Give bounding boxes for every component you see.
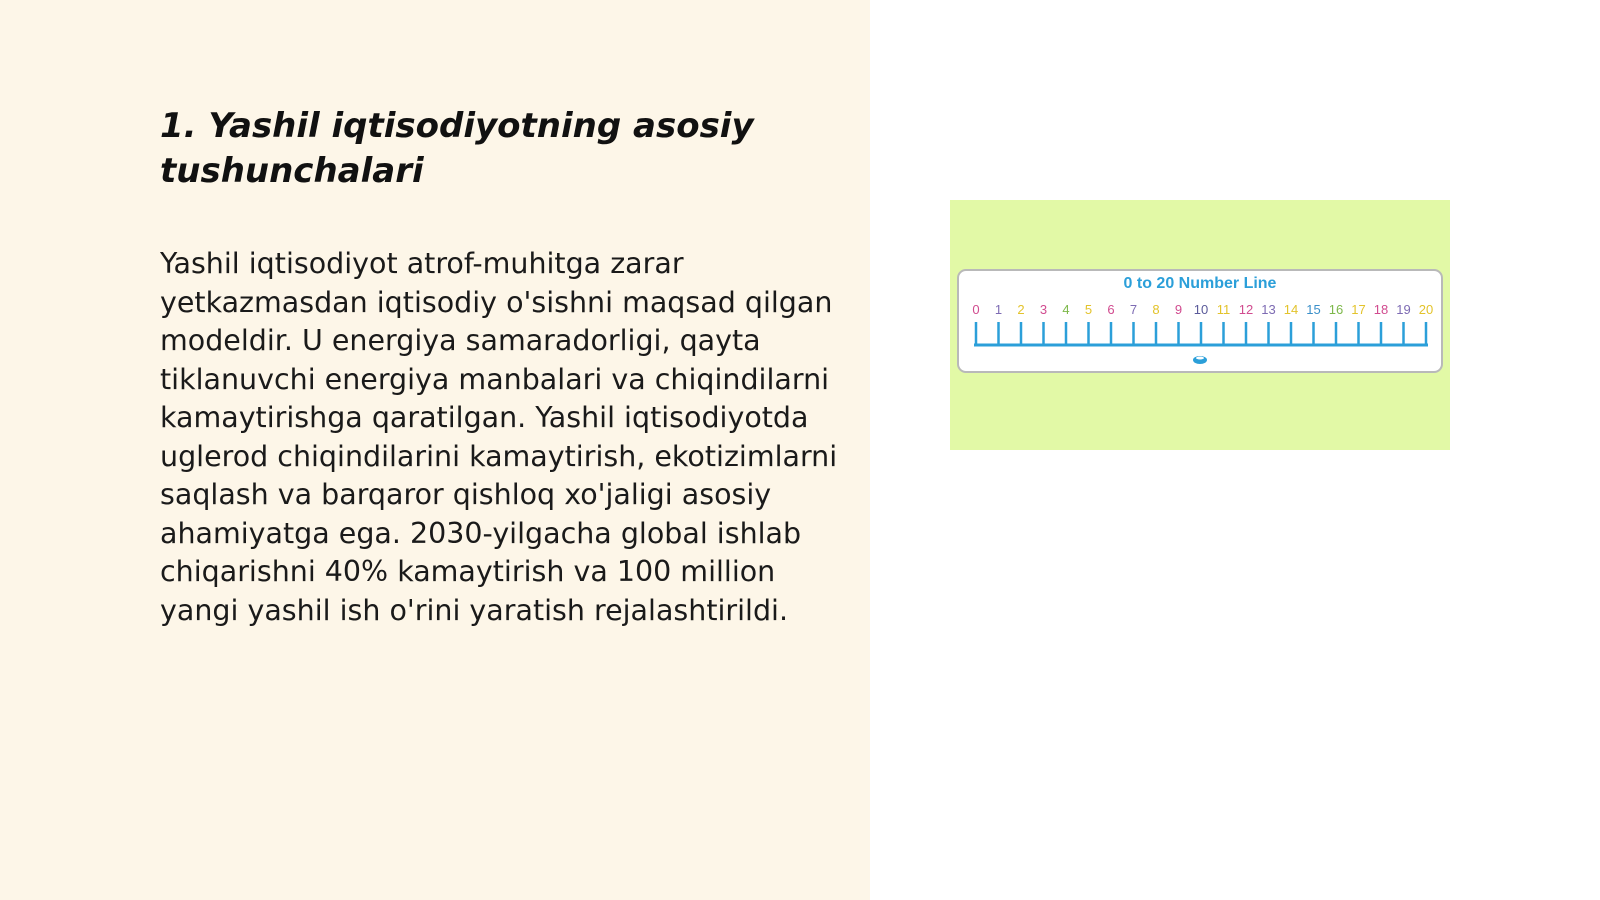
number-line-label-7: 7 — [1129, 302, 1138, 317]
number-line-label-18: 18 — [1373, 302, 1389, 317]
number-line-label-11: 11 — [1216, 302, 1231, 317]
slide-title: 1. Yashil iqtisodiyotning asosiy tushunchalari — [160, 106, 754, 191]
number-line-label-1: 1 — [994, 302, 1003, 317]
number-line-numbers — [972, 302, 1433, 317]
number-line-label-9: 9 — [1174, 302, 1183, 317]
number-line-label-14: 14 — [1283, 302, 1299, 317]
number-line-ticks — [976, 322, 1426, 345]
slide-body-text: Yashil iqtisodiyot atrof-muhitga zarar yetkazmasdan iqtisodiy o'sishni maqsad qilgan modeldir. U energiya samaradorligi, qayta tiklanuvchi energiya manbalari va chiqindilarni kamaytirishga qaratilgan. Yashil iqtisodiyotda uglerod chiqindilarini kamaytirish, ekotizimlarni saqlash va barqaror qishloq xo'jaligi asosiy ahamiyatga ega. 2030-yilgacha global ishlab chiqarishni 40% kamaytirish va 100 million yangi yashil ish o'rini yaratish rejalashtirildi. — [160, 247, 838, 627]
number-line-label-13: 13 — [1261, 302, 1276, 317]
number-line-label-8: 8 — [1152, 302, 1160, 317]
number-line-label-4: 4 — [1062, 302, 1070, 317]
number-line-caption: 0 to 20 Number Line — [1123, 275, 1277, 292]
number-line-label-16: 16 — [1328, 302, 1344, 317]
number-line-label-3: 3 — [1039, 302, 1048, 317]
number-line-label-2: 2 — [1017, 302, 1025, 317]
number-line-image — [950, 200, 1450, 450]
number-line-label-5: 5 — [1084, 302, 1093, 317]
twinkl-logo-icon — [1193, 356, 1207, 364]
number-line-label-0: 0 — [972, 302, 980, 317]
number-line-label-6: 6 — [1107, 302, 1115, 317]
number-line-label-20: 20 — [1418, 302, 1434, 317]
number-line-label-12: 12 — [1238, 302, 1254, 317]
number-line-graphic — [950, 200, 1450, 450]
number-line-label-17: 17 — [1351, 302, 1366, 317]
number-line-label-19: 19 — [1396, 302, 1411, 317]
number-line-label-10: 10 — [1193, 302, 1209, 317]
number-line-label-15: 15 — [1306, 302, 1321, 317]
